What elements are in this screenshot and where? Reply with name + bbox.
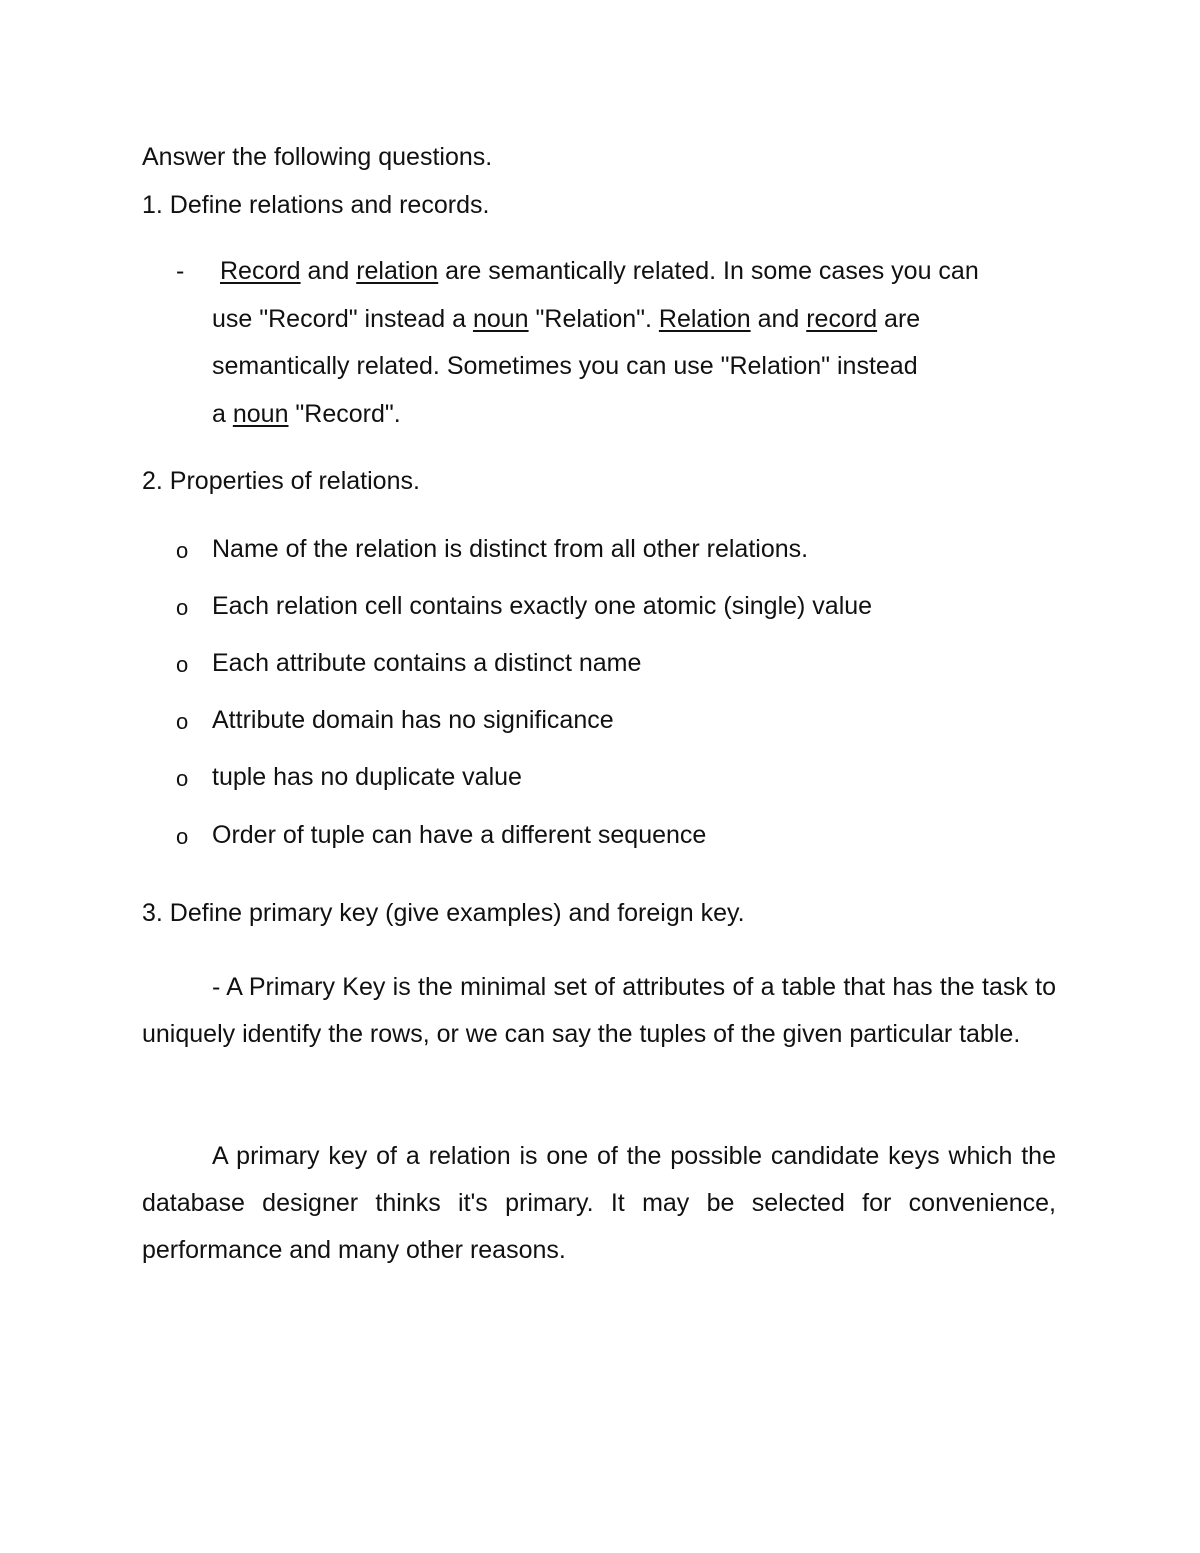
answer-1-dash: - — [176, 257, 185, 285]
text-run: are — [877, 305, 921, 333]
answer-1-line-3: semantically related. Sometimes you can use "Relation" instead — [212, 352, 918, 380]
list-bullet: o — [176, 709, 189, 734]
list-item: Each relation cell contains exactly one atomic (single) value — [212, 592, 873, 620]
list-bullet: o — [176, 766, 189, 791]
list-item: Attribute domain has no significance — [212, 706, 614, 734]
text-run: are semantically related. In some cases you can — [438, 257, 979, 285]
question-1-title: 1. Define relations and records. — [142, 191, 490, 219]
list-item: tuple has no duplicate value — [212, 763, 522, 791]
text-run: "Record". — [288, 400, 401, 428]
text-run: use "Record" instead a — [212, 305, 473, 333]
list-item: Name of the relation is distinct from all other relations. — [212, 535, 809, 563]
answer-1-line-4 — [212, 399, 401, 429]
underlined-term-relation: relation — [356, 257, 439, 285]
underlined-term-noun: noun — [472, 305, 529, 333]
answer-3-paragraph-1: - A Primary Key is the minimal set of attributes of a table that has the task to uniquely identify the rows, or we can say the tuples of the given particular table. — [142, 973, 1056, 1048]
answer-3-paragraph-2: A primary key of a relation is one of the possible candidate keys which the database designer thinks it's primary. It may be selected for convenience, performance and many other reasons. — [142, 1142, 1056, 1264]
list-bullet: o — [176, 538, 189, 563]
list-item: Order of tuple can have a different sequence — [212, 821, 707, 849]
underlined-term-relation: Relation — [658, 305, 751, 333]
question-2-title: 2. Properties of relations. — [142, 467, 420, 495]
underlined-term-noun: noun — [232, 400, 289, 428]
text-run: "Relation". — [528, 305, 659, 333]
text-run: and — [750, 305, 807, 333]
page-heading: Answer the following questions. — [142, 143, 493, 171]
text-run: and — [300, 257, 357, 285]
underlined-term-record: record — [806, 305, 878, 333]
answer-1-line-2 — [212, 304, 920, 334]
list-bullet: o — [176, 652, 189, 677]
question-3-title: 3. Define primary key (give examples) and foreign key. — [142, 899, 745, 927]
text-run: a — [212, 400, 233, 428]
list-bullet: o — [176, 824, 189, 849]
answer-1-line-1 — [220, 256, 979, 286]
list-item: Each attribute contains a distinct name — [212, 649, 642, 677]
list-bullet: o — [176, 595, 189, 620]
underlined-term-record: Record — [220, 257, 301, 285]
